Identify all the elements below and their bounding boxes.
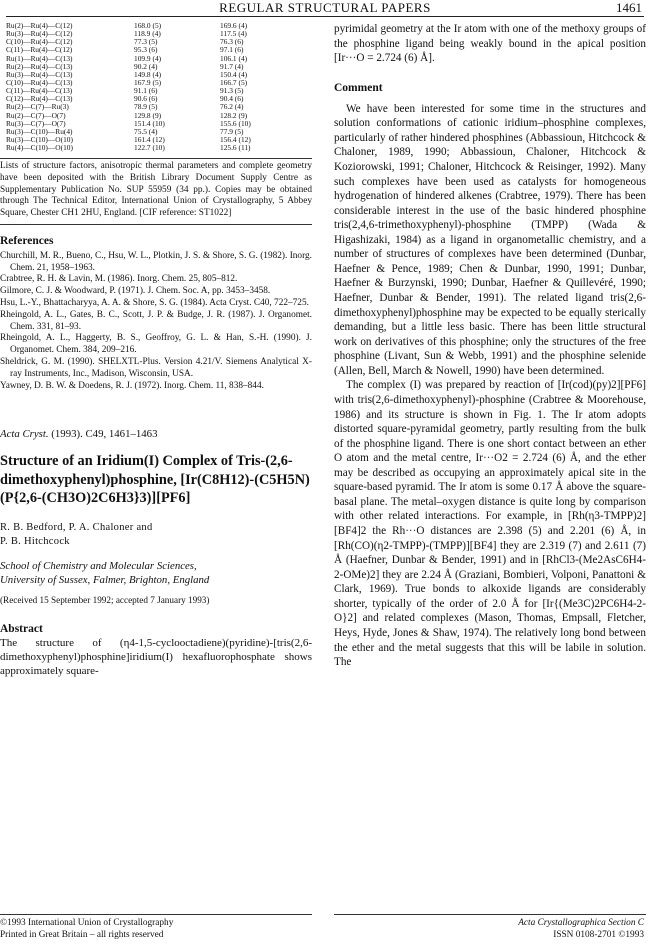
angle-value: 168.0 (5) <box>134 21 162 30</box>
angle-value: 78.9 (5) <box>134 102 158 112</box>
journal-name: Acta Cryst. <box>0 428 49 441</box>
angle-value: 155.6 (10) <box>220 118 251 128</box>
bond-angle-label: C(11)—Ru(4)—C(12) <box>6 45 73 55</box>
angle-value: 150.4 (4) <box>220 69 248 79</box>
journal-citation <box>0 428 312 440</box>
abstract-text: The structure of (η4-1,5-cyclooctadiene)(pyridine)-[tris(2,6-dimethoxyphenyl)phosphine]iridium(I) hexafluorophosphate shows approximately square- <box>0 636 312 677</box>
reference-item: Sheldrick, G. M. (1990). SHELXTL-Plus. Version 4.21/V. Siemens Analytical X-ray Instruments, Inc., Madison, Wisconsin, USA. <box>0 356 312 379</box>
authors-line: P. B. Hitchcock <box>0 535 70 547</box>
angle-value: 161.4 (12) <box>134 134 165 144</box>
angle-value: 109.9 (4) <box>134 53 162 63</box>
angle-value: 167.9 (5) <box>134 77 162 87</box>
bond-angle-label: C(10)—Ru(4)—C(12) <box>6 37 73 47</box>
angle-value: 91.1 (6) <box>134 86 158 96</box>
angle-value: 91.7 (4) <box>220 61 244 71</box>
bond-angle-label: Ru(3)—C(10)—O(10) <box>6 134 73 144</box>
angle-value: 95.3 (6) <box>134 45 158 55</box>
comment-heading: Comment <box>334 81 383 94</box>
bond-angle-label: C(11)—Ru(4)—C(13) <box>6 86 73 96</box>
abstract-continuation: pyrimidal geometry at the Ir atom with one of the methoxy groups of the phosphine ligand being weakly bound in the apical position [Ir···O = 2.724 (6) Å]. <box>334 23 646 65</box>
received-dates: (Received 15 September 1992; accepted 7 January 1993) <box>0 594 210 605</box>
bond-angle-label: Ru(2)—Ru(4)—C(12) <box>6 21 73 30</box>
angle-value: 90.2 (4) <box>134 61 158 71</box>
angle-value: 97.1 (6) <box>220 45 244 55</box>
affiliation-line: University of Sussex, Falmer, Brighton, England <box>0 573 210 586</box>
angle-value: 156.4 (12) <box>220 134 251 144</box>
comment-paragraph: The complex (I) was prepared by reaction of [Ir(cod)(py)2][PF6] with tris(2,6-dimethoxyphenyl)-phosphine (Crabtree & Moorehouse, 1986) and its structure is shown in Fig. 1. The Ir atom adopts distorted square-pyramidal geometry, partly resulting from the bulk of the phosphine ligand. There is one short contact between an ether O atom and the metal centre, Ir···O2 = 2.724 (6) Å, and the ether may be described as occupying an approximately apical site in the square-based pyramid. The Ir atom is some 0.17 Å above the square-basal plane. The metal–oxygen distance is quite long by comparison with other related interactions. For example, in [Rh(η3-TMPP)2][BF4]2 the Rh···O distances are 2.398 (5) and 2.201 (6) Å, in [Rh(CO)(η2-TMPP)-(TMPP)][BF4] they are 2.319 (7) and 2.611 (7) Å (Haefner, Dunbar & Bender, 1991) and in [RhCl3-(Me2AsC6H4-2-OMe)2] they are 2.24 Å (Graziani, Bombieri, Volponi, Panattoni & Clark, 1969). True bonds to alkoxide ligands are considerably shorter, typically of the order of 2.0 Å for [Ir{(Me3C)2PC6H4-2-O}2] and related complexes (Mason, Thomas, Empsall, Fletcher, Heys, Hyde, Jones & Shaw, 1974). The relatively long bond between the ether and the metal suggests that this will be labile in solution. The <box>334 379 646 669</box>
running-head-text: REGULAR STRUCTURAL PAPERS <box>219 0 431 15</box>
footer-line: ISSN 0108-2701 ©1993 <box>553 929 644 940</box>
angle-value: 106.1 (4) <box>220 53 248 63</box>
angle-value: 151.4 (10) <box>134 118 165 128</box>
header-rule <box>6 16 644 17</box>
bond-angle-label: Ru(3)—C(7)—O(7) <box>6 118 66 128</box>
supplementary-note: Lists of structure factors, anisotropic thermal parameters and complete geometry have been deposited with the British Library Document Supply Centre as Supplementary Publication No. SUP 55959 (34 pp.). Copies may be obtained through The Technical Editor, International Union of Crystallography, 5 Abbey Square, Chester CH1 2HU, England. [CIF reference: ST1022] <box>0 161 312 225</box>
journal-volume: (1993). C49, 1461–1463 <box>51 428 158 441</box>
angle-value: 90.4 (6) <box>220 94 244 104</box>
affiliation <box>0 559 312 587</box>
reference-list <box>0 251 312 393</box>
angle-value: 166.7 (5) <box>220 77 248 87</box>
right-column <box>334 22 646 670</box>
comment-paragraph: We have been interested for some time in the structures and solution conformations of cationic iridium–phosphine complexes, particularly of rather hindered phosphines (Abbassioun, Hitchcock & Chaloner, 1989, 1990; Abbassioun, Chaloner, Hitchcock & Koziorowski, 1991; Chaloner, Hitchcock & Reisinger, 1992). Many such complexes have been used as catalysts for homogeneous hydrogenation of hindered alkenes (Crabtree, 1979). There has been considerable interest in the use of the basic hindered phosphine tris(2,4,6-trimethoxyphenyl)-phosphine (TMPP) (Wada & Higashizaki, 1984) as a ligand in organometallic chemistry, and a number of structures of complexes have been determined (Dunbar, Haefner & Pence, 1989; Chen & Dunbar, 1990, 1991; Dunbar, Haefner & Burzynski, 1990; Dunbar, Haefner & Quillevéré, 1990; Haefner, Dunbar & Bender, 1991). The related ligand tris(2,6-dimethoxyphenyl)phosphine may be expected to be equally sterically demanding, but a little less basic. There has been little structural work on derivatives of this phosphine; only the structures of the free phosphine (Livant, Sun & Webb, 1991) and the phosphine selenide (Allen, Bell, March & Nowell, 1990) have been determined. <box>334 102 646 377</box>
table-row <box>6 144 280 152</box>
footer-journal <box>518 918 644 941</box>
reference-item: Yawney, D. B. W. & Doedens, R. J. (1972). Inorg. Chem. 11, 838–844. <box>0 380 264 391</box>
authors-line: R. B. Bedford, P. A. Chaloner and <box>0 522 153 534</box>
angle-table <box>6 22 280 152</box>
footer-line: Acta Crystallographica Section C <box>518 918 644 928</box>
angle-value: 91.3 (5) <box>220 86 244 96</box>
bond-angle-label: Ru(3)—Ru(4)—C(13) <box>6 69 73 79</box>
bond-angle-label: C(10)—Ru(4)—C(13) <box>6 77 73 87</box>
footer-copyright <box>0 918 173 941</box>
running-head <box>0 0 650 16</box>
footer-line: ©1993 International Union of Crystallography <box>0 918 174 928</box>
bond-angle-label: Ru(2)—Ru(4)—C(13) <box>6 61 73 71</box>
reference-item: Rheingold, A. L., Haggerty, B. S., Geoffroy, G. L. & Han, S.-H. (1990). J. Organomet. Chem. 384, 209–216. <box>0 333 312 356</box>
references-heading: References <box>0 234 54 247</box>
footer-rule <box>334 914 646 915</box>
left-column <box>0 22 312 678</box>
angle-value: 75.5 (4) <box>134 126 158 136</box>
bond-angle-label: Ru(2)—C(7)—Ru(3) <box>6 102 69 112</box>
footer-rule <box>0 914 312 915</box>
angle-value: 77.9 (5) <box>220 126 244 136</box>
angle-value: 169.6 (4) <box>220 21 248 30</box>
reference-item: Churchill, M. R., Bueno, C., Hsu, W. L., Plotkin, J. S. & Shore, S. G. (1982). Inorg. Chem. 21, 1958–1963. <box>0 250 312 273</box>
angle-value: 128.2 (9) <box>220 110 248 120</box>
reference-item: Crabtree, R. H. & Lavin, M. (1986). Inorg. Chem. 25, 805–812. <box>0 274 238 285</box>
angle-value: 90.6 (6) <box>134 94 158 104</box>
affiliation-line: School of Chemistry and Molecular Sciences, <box>0 559 197 572</box>
footer-line: Printed in Great Britain – all rights reserved <box>0 929 164 940</box>
angle-value: 77.3 (5) <box>134 37 158 47</box>
bond-angle-label: Ru(3)—C(10)—Ru(4) <box>6 126 73 136</box>
angle-value: 125.6 (11) <box>220 143 251 153</box>
reference-item: Gilmore, C. J. & Woodward, P. (1971). J. Chem. Soc. A, pp. 3453–3458. <box>0 286 271 297</box>
angle-value: 118.9 (4) <box>134 29 161 39</box>
angle-value: 76.2 (4) <box>220 102 244 112</box>
reference-item: Rheingold, A. L., Gates, B. C., Scott, J. P. & Budge, J. R. (1987). J. Organomet. Chem. 331, 81–93. <box>0 309 312 332</box>
abstract-heading: Abstract <box>0 622 43 635</box>
table-rule <box>0 158 312 159</box>
angle-value: 117.5 (4) <box>220 29 247 39</box>
authors <box>0 521 312 548</box>
reference-item: Hsu, L.-Y., Bhattacharyya, A. A. & Shore, S. G. (1984). Acta Cryst. C40, 722–725. <box>0 297 309 308</box>
bond-angle-label: Ru(2)—C(7)—O(7) <box>6 110 66 120</box>
angle-value: 76.3 (6) <box>220 37 244 47</box>
page-number: 1461 <box>616 0 642 15</box>
bond-angle-label: C(12)—Ru(4)—C(13) <box>6 94 73 104</box>
angle-value: 129.8 (9) <box>134 110 162 120</box>
bond-angle-label: Ru(3)—Ru(4)—C(12) <box>6 29 73 39</box>
angle-value: 122.7 (10) <box>134 143 165 153</box>
article-title: Structure of an Iridium(I) Complex of Tris-(2,6-dimethoxyphenyl)phosphine, [Ir(C8H12)-(C5H5N)(P{2,6-(CH3O)2C6H3}3)][PF6] <box>0 453 310 506</box>
angle-value: 149.8 (4) <box>134 69 162 79</box>
bond-angle-label: Ru(4)—C(10)—O(10) <box>6 143 73 153</box>
bond-angle-label: Ru(1)—Ru(4)—C(13) <box>6 53 73 63</box>
